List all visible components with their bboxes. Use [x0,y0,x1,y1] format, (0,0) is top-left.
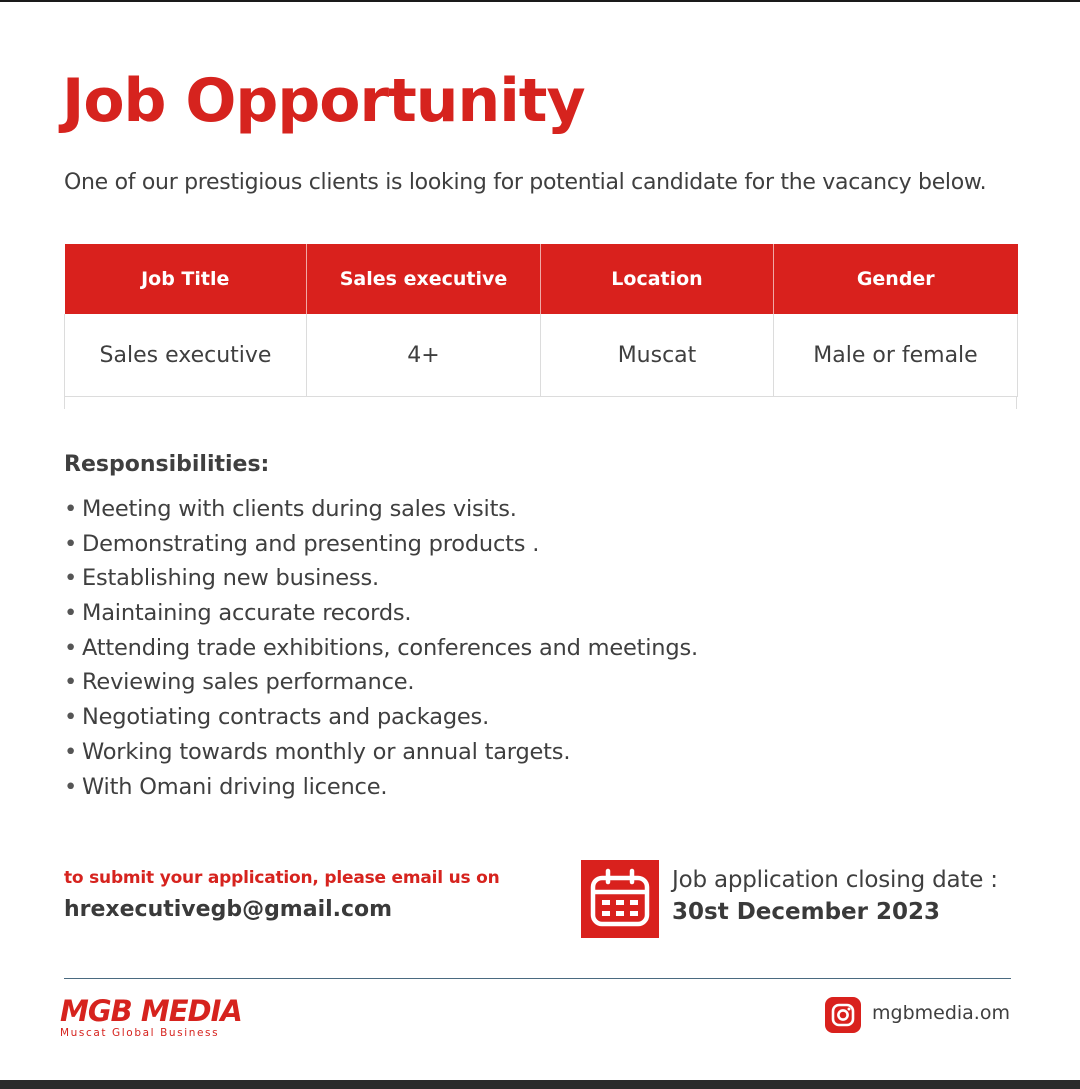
logo-text: MGB MEDIA [60,994,242,1028]
header-location: Location [541,244,774,314]
list-item: • Establishing new business. [64,565,379,592]
list-item: • Working towards monthly or annual targets. [64,738,571,765]
calendar-icon [581,860,659,938]
list-item: • With Omani driving licence. [64,773,388,800]
cell-location: Muscat [541,314,774,397]
cell-gender: Male or female [774,314,1018,397]
cell-job-title: Sales executive [65,314,307,397]
list-item: • Meeting with clients during sales visits. [64,496,517,522]
logo-tagline: Muscat Global Business [60,1027,220,1039]
header-job-title: Job Title [65,244,307,314]
bottom-bar [0,1080,1080,1089]
cell-experience: 4+ [307,314,541,397]
social-handle[interactable]: mgbmedia.om [872,1002,1010,1024]
apply-email-link[interactable]: hrexecutivegb@gmail.com [64,897,393,922]
table-tail-left [64,397,65,409]
header-experience: Sales executive [307,244,541,314]
footer-divider [64,978,1011,979]
table-row [65,314,1018,397]
top-border [0,0,1080,2]
intro-text: One of our prestigious clients is looking for potential candidate for the vacancy below. [64,170,987,195]
page-title: Job Opportunity [62,66,585,136]
list-item: • Reviewing sales performance. [64,669,415,696]
mgb-media-logo [60,996,242,1039]
responsibilities-list [64,492,698,804]
closing-date-label: Job application closing date : [672,867,998,893]
job-details-table [64,244,1018,397]
table-header-row [65,244,1018,314]
list-item: • Maintaining accurate records. [64,600,412,627]
header-gender: Gender [774,244,1018,314]
instagram-icon[interactable] [825,997,861,1033]
apply-instruction: to submit your application, please email us on [64,868,500,888]
list-item: • Attending trade exhibitions, conferences and meetings. [64,634,698,661]
list-item: • Negotiating contracts and packages. [64,704,490,731]
responsibilities-heading: Responsibilities: [64,452,270,477]
closing-date-value: 30st December 2023 [672,899,941,925]
table-tail-right [1016,397,1017,409]
list-item: • Demonstrating and presenting products . [64,530,540,557]
